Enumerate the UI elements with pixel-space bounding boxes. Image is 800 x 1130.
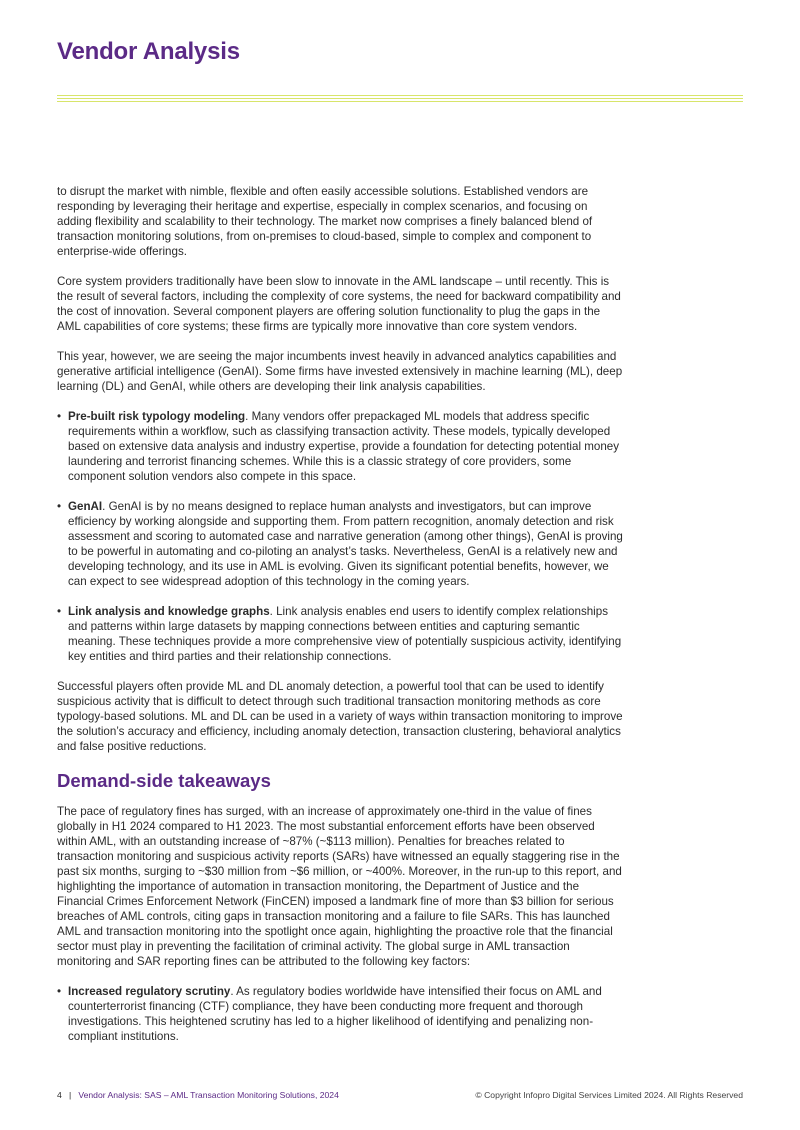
footer-separator: | — [68, 1090, 72, 1100]
paragraph: Successful players often provide ML and DL anomaly detection, a powerful tool that can be used to identify suspicious activity that is difficult to detect through such traditional transaction monitoring methods as core typology-based solutions. ML and DL can be used in a variety of ways within transaction monitoring to improve the solution’s accuracy and efficiency, including anomaly detection, transaction clustering, behavioral analytics and false positive reductions. — [57, 680, 623, 753]
bullet-text: . Link analysis enables end users to identify complex relationships and patterns within large datasets by mapping connections between entities and capturing semantic meaning. These techniques provide a more comprehensive view of potentially suspicious activity, identifying key entities and third parties and their relationship connections. — [68, 605, 622, 663]
header-rule — [57, 95, 743, 96]
header-rule — [57, 101, 743, 102]
bullet-item — [57, 409, 623, 484]
body-content — [57, 184, 623, 1059]
bullet-term: Pre-built risk typology modeling — [68, 410, 246, 423]
footer-left — [57, 1090, 339, 1100]
paragraph: to disrupt the market with nimble, flexible and often easily accessible solutions. Established vendors are responding by leveraging their heritage and expertise, especially in complex scenarios, and focusing on adding flexibility and scalability to their technology. The market now comprises a finely balanced blend of transaction monitoring solutions, from on-premises to cloud-based, simple to complex and component to enterprise-wide offerings. — [57, 185, 593, 258]
page-title: Vendor Analysis — [57, 38, 240, 65]
bullet-term: GenAI — [68, 500, 103, 513]
section-heading: Demand-side takeaways — [57, 770, 271, 791]
bullet-item — [57, 499, 623, 589]
bullet-term: Link analysis and knowledge graphs — [68, 605, 270, 618]
paragraph: The pace of regulatory fines has surged, with an increase of approximately one-third in the value of fines globally in H1 2024 compared to H1 2023. The most substantial enforcement efforts have been observed within AML, with an outstanding increase of ~87% (~$113 million). Penalties for breaches related to transaction monitoring and suspicious activity reports (SARs) have witnessed an equally staggering rise in the past six months, surging to ~$30 million from ~$6 million, or ~400%. Moreover, in the run-up to this report, and highlighting the importance of automation in transaction monitoring, the Department of Justice and the Financial Crimes Enforcement Network (FinCEN) imposed a landmark fine of more than $3 billion for serious breaches of AML controls, citing gaps in transaction monitoring and a failure to file SARs. This has launched AML and transaction monitoring into the spotlight once again, highlighting the proactive role that the financial sector must play in preventing the facilitation of criminal activity. The global surge in AML transaction monitoring and SAR reporting fines can be attributed to the following key factors: — [57, 805, 622, 968]
footer-report-title: Vendor Analysis: SAS – AML Transaction Monitoring Solutions, 2024 — [78, 1090, 339, 1100]
header-rule — [57, 98, 743, 99]
bullet-text: . Many vendors offer prepackaged ML models that address specific requirements within a workflow, such as classifying transaction activity. These models, typically developed based on extensive data analysis and industry expertise, provide a foundation for detecting potential money laundering and terrorist financing schemes. While this is a classic strategy of core providers, some component solution vendors also compete in this space. — [68, 410, 620, 483]
capability-list — [57, 409, 623, 664]
page-number: 4 — [57, 1090, 62, 1100]
footer-copyright: © Copyright Infopro Digital Services Limited 2024. All Rights Reserved — [475, 1090, 743, 1100]
bullet-text: . As regulatory bodies worldwide have intensified their focus on AML and counterterrorist financing (CTF) compliance, they have been conducting more frequent and thorough investigations. This heightened scrutiny has led to a higher likelihood of identifying and penalizing non-compliant institutions. — [68, 985, 602, 1043]
bullet-term: Increased regulatory scrutiny — [68, 985, 231, 998]
paragraph: Core system providers traditionally have been slow to innovate in the AML landscape – until recently. This is the result of several factors, including the complexity of core systems, the need for backward compatibility and the cost of innovation. Several component players are offering solution functionality to plug the gaps in the AML capabilities of core systems; these firms are typically more innovative than core system vendors. — [57, 275, 621, 333]
bullet-item — [57, 984, 623, 1044]
page-footer — [57, 1090, 743, 1100]
bullet-item — [57, 604, 623, 664]
factor-list — [57, 984, 623, 1044]
bullet-text: . GenAI is by no means designed to replace human analysts and investigators, but can improve efficiency by working alongside and supporting them. From pattern recognition, anomaly detection and risk assessment and scoring to automated case and narrative generation (among other things), GenAI is proving to be powerful in automating and co-piloting an analyst’s tasks. Nevertheless, GenAI is a relatively new and developing technology, and its use in AML is evolving. Given its significant potential benefits, however, we can expect to see widespread adoption of this technology in the coming years. — [68, 500, 623, 588]
paragraph: This year, however, we are seeing the major incumbents invest heavily in advanced analytics capabilities and generative artificial intelligence (GenAI). Some firms have invested extensively in machine learning (ML), deep learning (DL) and GenAI, while others are developing their link analysis capabilities. — [57, 350, 623, 393]
